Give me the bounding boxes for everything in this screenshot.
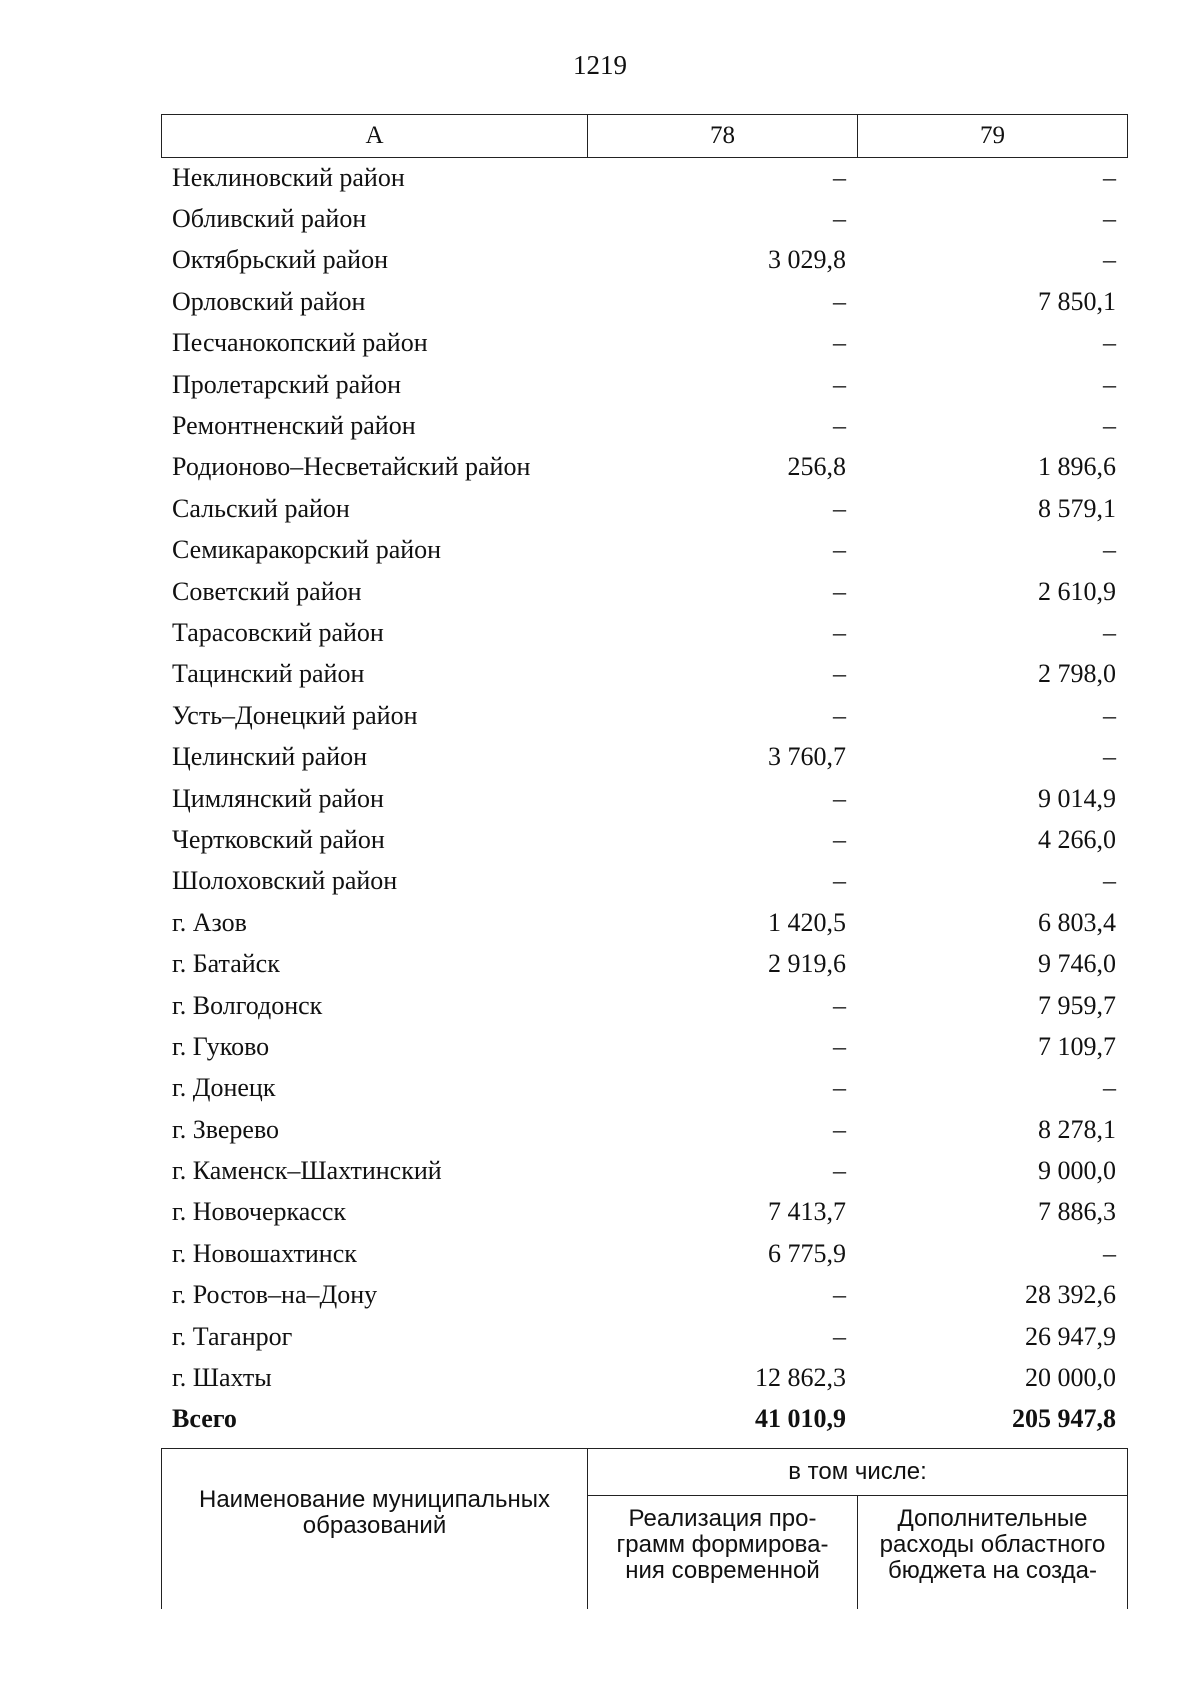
value-78: – <box>833 162 846 192</box>
value-79: – <box>1103 328 1116 358</box>
value-78: – <box>833 411 846 441</box>
value-79: 8 278,1 <box>1038 1114 1116 1144</box>
municipality-name: Цимлянский район <box>172 783 384 813</box>
value-79: 6 803,4 <box>1038 907 1116 937</box>
municipality-name: Пролетарский район <box>172 369 402 399</box>
table-row <box>161 1068 1127 1109</box>
municipality-name: г. Азов <box>172 907 247 937</box>
municipality-name: Усть–Донецкий район <box>172 700 418 730</box>
header-cell-78: 78 <box>588 115 858 158</box>
value-78: – <box>833 1031 846 1061</box>
municipality-name: г. Новошахтинск <box>172 1238 357 1268</box>
next-header-row-1 <box>162 1449 1128 1496</box>
table-row <box>161 571 1127 612</box>
municipality-name: г. Таганрог <box>172 1321 293 1351</box>
municipality-name: Родионово–Несветайский район <box>172 452 531 482</box>
municipality-name: Советский район <box>172 576 362 606</box>
total-row <box>161 1399 1127 1440</box>
page-number: 1219 <box>573 50 627 80</box>
table-row <box>161 861 1127 902</box>
header-cell-79: 79 <box>858 115 1128 158</box>
value-79: 7 886,3 <box>1038 1197 1116 1227</box>
municipality-name: Неклиновский район <box>172 162 405 192</box>
municipality-name: г. Зверево <box>172 1114 280 1144</box>
value-79: 2 798,0 <box>1038 659 1116 689</box>
municipality-name: Тацинский район <box>172 659 365 689</box>
table-row <box>161 157 1127 198</box>
total-label: Всего <box>172 1404 237 1434</box>
table-row <box>161 1109 1127 1150</box>
value-78: – <box>833 204 846 234</box>
municipality-name: Целинский район <box>172 742 367 772</box>
table-row <box>161 612 1127 653</box>
table-row <box>161 1026 1127 1067</box>
value-79: – <box>1103 535 1116 565</box>
including-header: в том числе: <box>588 1449 1128 1496</box>
table-row <box>161 198 1127 239</box>
value-79: – <box>1103 1238 1116 1268</box>
table-row <box>161 943 1127 984</box>
table-row <box>161 447 1127 488</box>
total-value-79: 205 947,8 <box>1012 1404 1116 1434</box>
table-row <box>161 654 1127 695</box>
header-row <box>162 115 1128 158</box>
municipality-name: Орловский район <box>172 286 366 316</box>
table-row <box>161 1316 1127 1357</box>
data-table-body <box>161 157 1127 1399</box>
municipality-name: г. Каменск–Шахтинский <box>172 1156 442 1186</box>
value-79: 1 896,6 <box>1038 452 1116 482</box>
value-78: – <box>833 328 846 358</box>
value-78: – <box>833 535 846 565</box>
value-79: – <box>1103 742 1116 772</box>
table-header <box>161 114 1128 158</box>
data-table <box>161 157 1127 1440</box>
total-value-78: 41 010,9 <box>755 1404 846 1434</box>
municipality-name: г. Гуково <box>172 1031 270 1061</box>
table-row <box>161 819 1127 860</box>
table-row <box>161 530 1127 571</box>
value-78: – <box>833 617 846 647</box>
value-78: – <box>833 783 846 813</box>
value-79: 4 266,0 <box>1038 824 1116 854</box>
value-78: 256,8 <box>787 452 846 482</box>
table-row <box>161 985 1127 1026</box>
municipality-name: Обливский район <box>172 204 367 234</box>
value-78: – <box>833 1114 846 1144</box>
value-78: – <box>833 990 846 1020</box>
table-row <box>161 323 1127 364</box>
additional-expenses-header: Дополнительные расходы областного бюджета на созда- <box>858 1495 1128 1609</box>
municipality-name: г. Донецк <box>172 1073 276 1103</box>
municipality-name: Шолоховский район <box>172 866 398 896</box>
value-78: – <box>833 493 846 523</box>
municipality-name: Ремонтненский район <box>172 411 416 441</box>
value-78: – <box>833 1073 846 1103</box>
value-78: 7 413,7 <box>768 1197 846 1227</box>
table-row <box>161 736 1127 777</box>
value-79: 7 850,1 <box>1038 286 1116 316</box>
municipality-name: г. Новочеркасск <box>172 1197 347 1227</box>
value-79: – <box>1103 369 1116 399</box>
municipality-name: Семикаракорский район <box>172 535 442 565</box>
value-79: 8 579,1 <box>1038 493 1116 523</box>
table-row <box>161 1150 1127 1191</box>
table-row <box>161 1275 1127 1316</box>
value-78: 12 862,3 <box>755 1363 846 1393</box>
value-78: – <box>833 1321 846 1351</box>
value-78: – <box>833 659 846 689</box>
value-78: 3 029,8 <box>768 245 846 275</box>
value-79: 7 109,7 <box>1038 1031 1116 1061</box>
table-row <box>161 364 1127 405</box>
municipality-name: г. Батайск <box>172 949 280 979</box>
value-79: – <box>1103 617 1116 647</box>
table-row <box>161 240 1127 281</box>
table-row <box>161 1357 1127 1398</box>
value-79: 20 000,0 <box>1025 1363 1116 1393</box>
value-79: 9 014,9 <box>1038 783 1116 813</box>
value-79: – <box>1103 204 1116 234</box>
municipality-name: Октябрьский район <box>172 245 388 275</box>
value-79: – <box>1103 700 1116 730</box>
municipality-name: г. Ростов–на–Дону <box>172 1280 378 1310</box>
value-78: 6 775,9 <box>768 1238 846 1268</box>
next-table-header <box>161 1448 1128 1609</box>
value-78: 2 919,6 <box>768 949 846 979</box>
value-78: 3 760,7 <box>768 742 846 772</box>
table-row <box>161 695 1127 736</box>
value-79: – <box>1103 162 1116 192</box>
table-row <box>161 488 1127 529</box>
value-78: – <box>833 700 846 730</box>
value-78: 1 420,5 <box>768 907 846 937</box>
value-79: – <box>1103 866 1116 896</box>
municipality-name: Тарасовский район <box>172 617 384 647</box>
table-row <box>161 778 1127 819</box>
value-78: – <box>833 1280 846 1310</box>
municipality-name: г. Шахты <box>172 1363 272 1393</box>
value-79: 7 959,7 <box>1038 990 1116 1020</box>
value-78: – <box>833 576 846 606</box>
value-78: – <box>833 824 846 854</box>
table-row <box>161 902 1127 943</box>
value-79: 9 000,0 <box>1038 1156 1116 1186</box>
value-78: – <box>833 1156 846 1186</box>
municipality-name: г. Волгодонск <box>172 990 323 1020</box>
value-79: 9 746,0 <box>1038 949 1116 979</box>
municipality-name-header: Наименование муниципальных образований <box>162 1449 588 1610</box>
value-79: – <box>1103 245 1116 275</box>
municipality-name: Сальский район <box>172 493 350 523</box>
municipality-name: Песчанокопский район <box>172 328 428 358</box>
program-header: Реализация про- грамм формирова- ния современной <box>588 1495 858 1609</box>
value-78: – <box>833 286 846 316</box>
value-78: – <box>833 369 846 399</box>
table-row <box>161 281 1127 322</box>
value-79: 28 392,6 <box>1025 1280 1116 1310</box>
value-79: – <box>1103 411 1116 441</box>
table-row <box>161 1233 1127 1274</box>
table-row <box>161 1192 1127 1233</box>
value-79: 2 610,9 <box>1038 576 1116 606</box>
value-79: – <box>1103 1073 1116 1103</box>
table-row <box>161 405 1127 446</box>
header-cell-a: А <box>162 115 588 158</box>
municipality-name: Чертковский район <box>172 824 385 854</box>
value-79: 26 947,9 <box>1025 1321 1116 1351</box>
value-78: – <box>833 866 846 896</box>
